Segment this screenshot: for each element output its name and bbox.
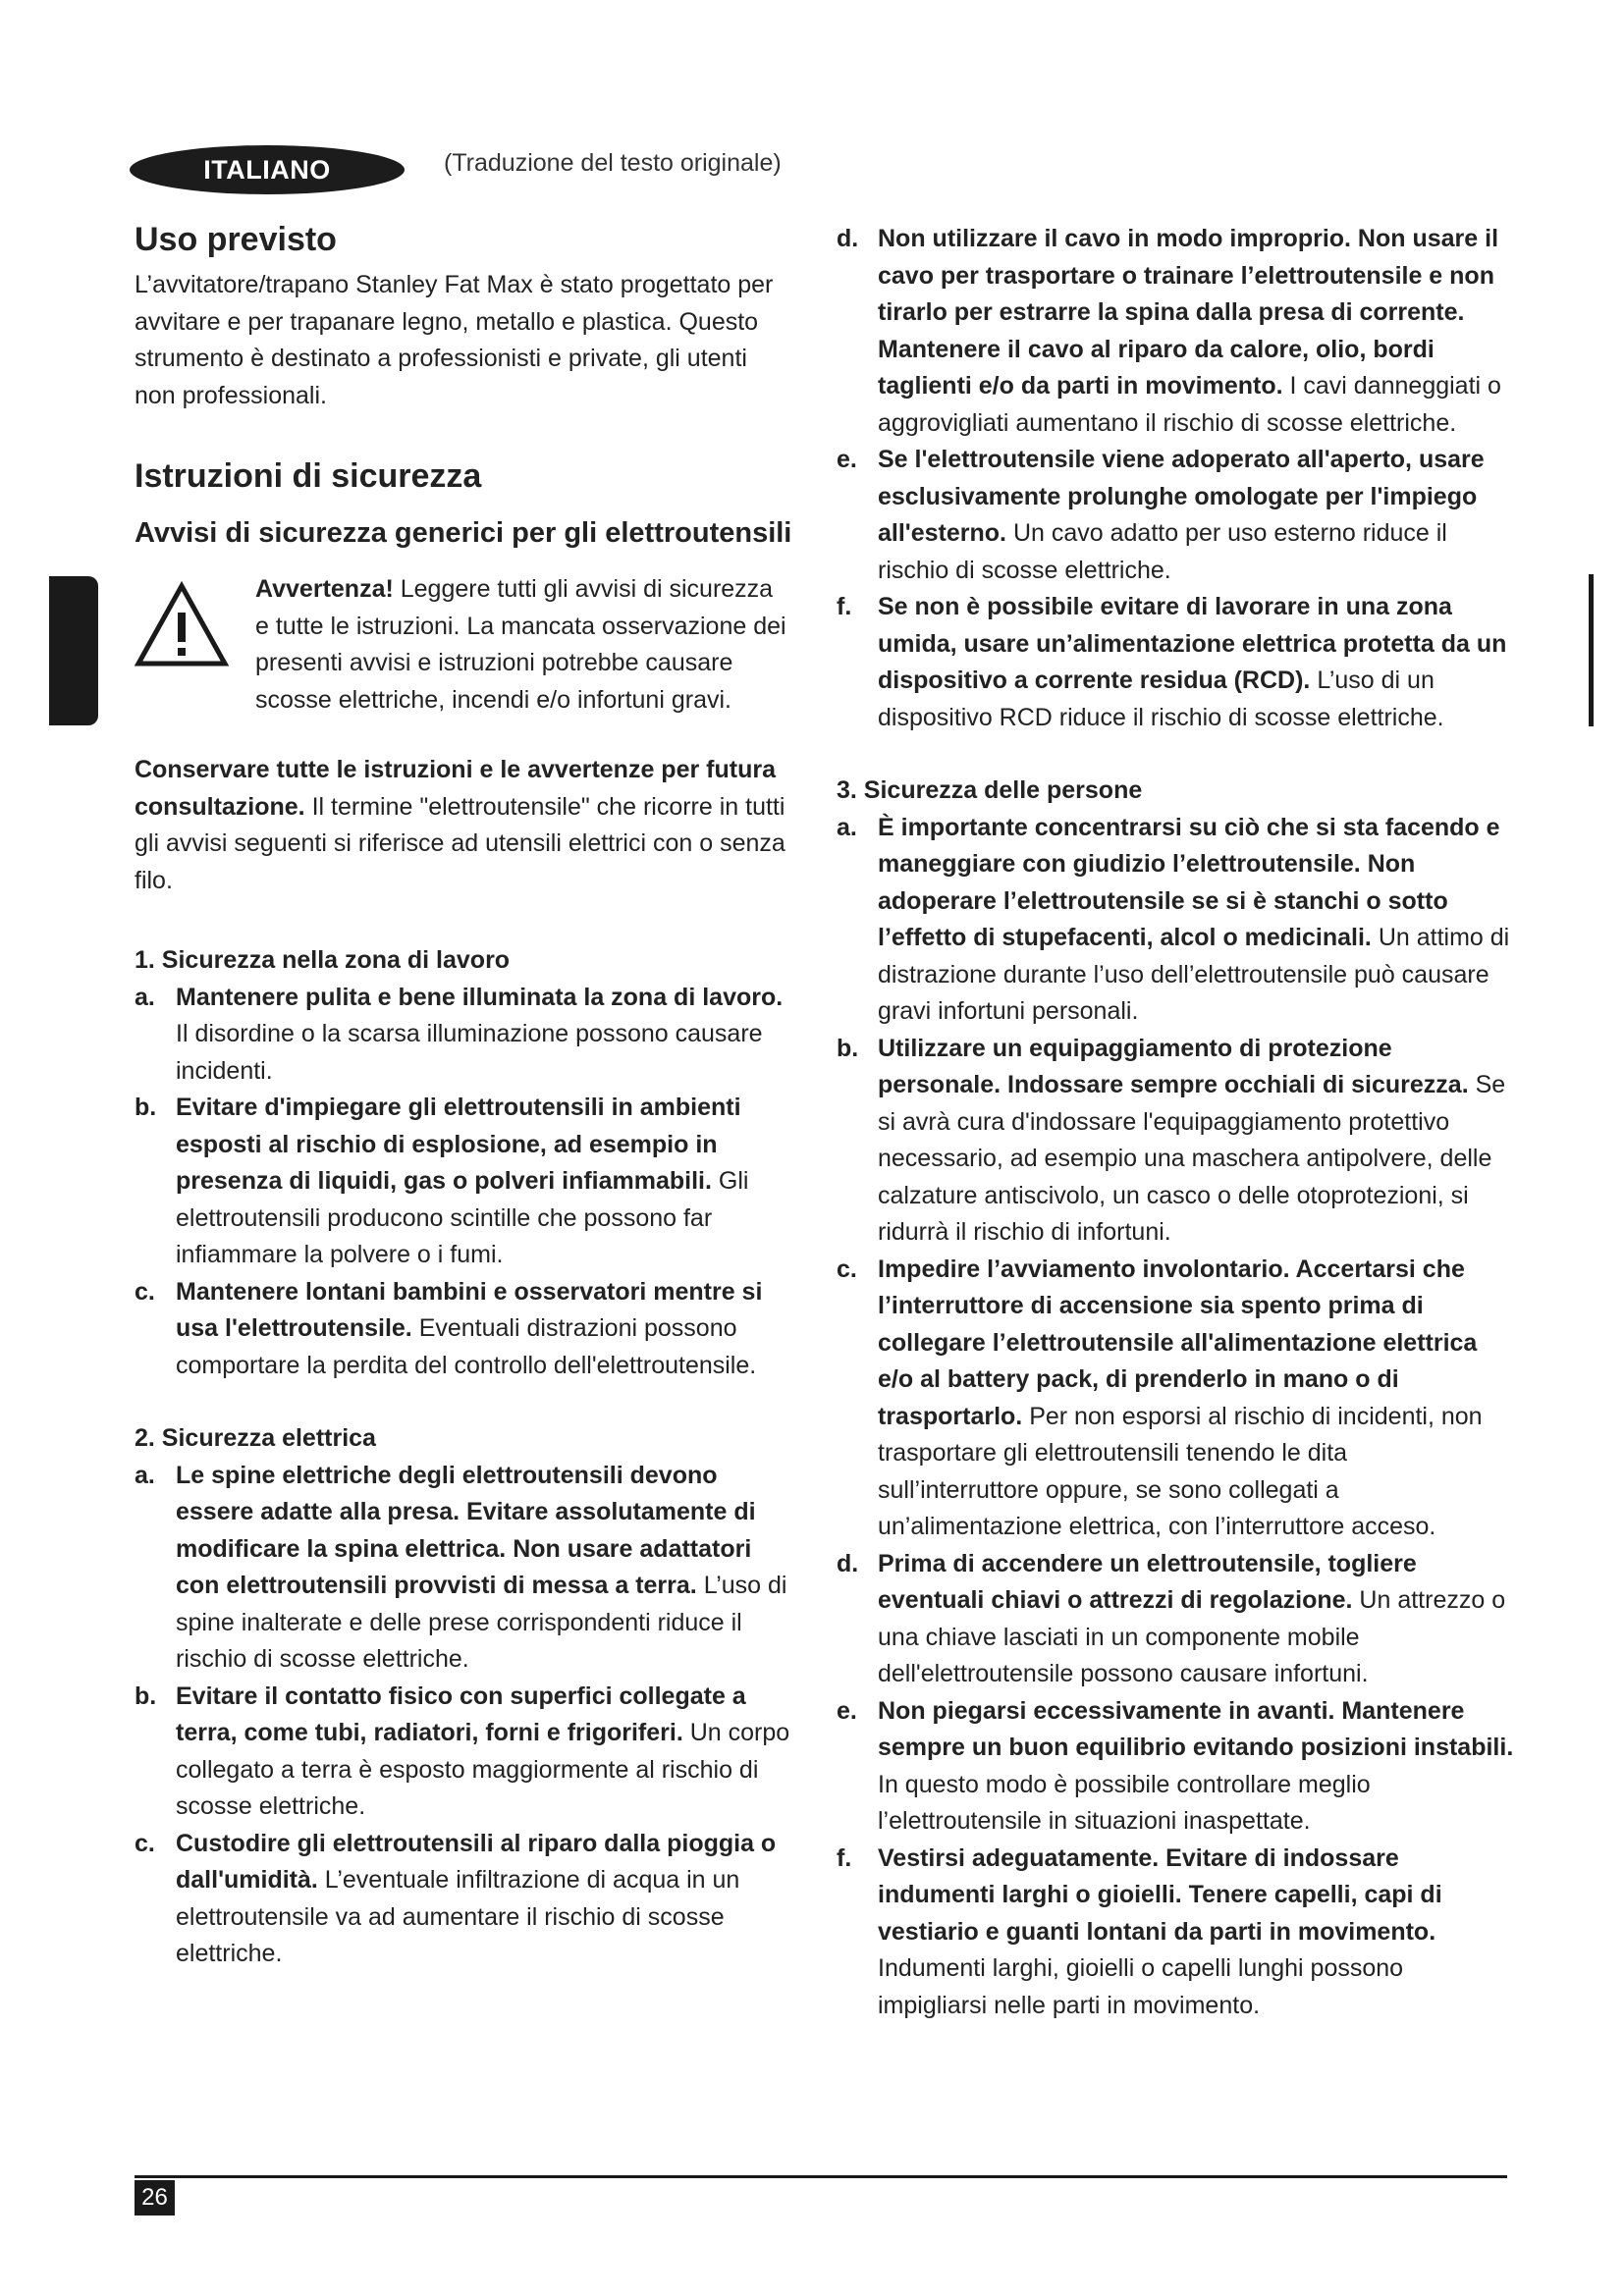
item-label: f. (837, 593, 852, 620)
safety-title: Istruzioni di sicurezza (135, 457, 482, 495)
item-text: Un corpo collegato a terra è esposto maggiormente al rischio di scosse elettriche. (176, 1719, 790, 1820)
item-bold: Evitare d'impiegare gli elettroutensili in ambienti esposti al rischio di esplosione, ad esempio in presenza di liquidi, gas o polveri infiammabili. (176, 1094, 741, 1195)
safety-subtitle: Avvisi di sicurezza generici per gli elettroutensili (135, 517, 792, 549)
list-item (135, 1274, 792, 1385)
item-label: a. (135, 983, 155, 1011)
item-bold: Evitare il contatto fisico con superfici collegate a terra, come tubi, radiatori, forni e frigoriferi. (176, 1682, 746, 1746)
footer-rule (135, 2175, 1507, 2178)
item-text: Se si avrà cura d'indossare l'equipaggiamento protettivo necessario, ad esempio una maschera antipolvere, delle calzature antiscivolo, un casco o delle otoprotezioni, si ridurrà il rischio di infortuni. (878, 1071, 1506, 1246)
warning-triangle-icon (135, 581, 229, 667)
item-text: Indumenti larghi, gioielli o capelli lunghi possono impigliarsi nelle parti in movimento. (878, 1954, 1404, 2019)
language-badge: ITALIANO (130, 145, 405, 194)
item-text: Eventuali distrazioni possono comportare la perdita del controllo dell'elettroutensile. (176, 1314, 757, 1379)
translation-note: (Traduzione del testo originale) (444, 149, 782, 177)
list-item (135, 1826, 792, 1973)
item-text: I cavi danneggiati o aggrovigliati aumentano il rischio di scosse elettriche. (878, 372, 1501, 437)
warning-block (135, 571, 792, 719)
list-item (837, 1693, 1514, 1841)
warning-label: Avvertenza! (255, 575, 394, 603)
item-text: L’eventuale infiltrazione di acqua in un elettroutensile va ad aumentare il rischio di scosse elettriche. (176, 1866, 740, 1967)
item-bold: Utilizzare un equipaggiamento di protezione personale. Indossare sempre occhiali di sicurezza. (878, 1034, 1469, 1098)
intended-use-title: Uso previsto (135, 221, 337, 258)
item-label: a. (135, 1461, 155, 1489)
item-bold: Le spine elettriche degli elettroutensili devono essere adatte alla presa. Evitare assolutamente di modificare la spina elettrica. Non usare adattatori con elettroutensili provvisti di messa a terra. (176, 1461, 756, 1599)
item-bold: Vestirsi adeguatamente. Evitare di indossare indumenti larghi o gioielli. Tenere capelli, capi di vestiario e guanti lontani da parti in movimento. (878, 1843, 1442, 1946)
item-label: e. (837, 1696, 857, 1725)
section-tab-marker (49, 576, 98, 725)
item-text: Il disordine o la scarsa illuminazione possono causare incidenti. (176, 1020, 763, 1085)
item-bold: Custodire gli elettroutensili al riparo dalla pioggia o dall'umidità. (176, 1829, 777, 1894)
item-label: b. (135, 1094, 157, 1121)
list-item (135, 980, 792, 1091)
left-column (135, 221, 792, 1973)
item-text: In questo modo è possibile controllare meglio l’elettroutensile in situazioni inaspettate. (878, 1770, 1371, 1835)
item-bold: Non utilizzare il cavo in modo improprio. Non usare il cavo per trasportare o trainare l’elettroutensile e non tirarlo per estrarre la spina dalla presa di corrente. Mantenere il cavo al riparo da calore, olio, bordi taglienti e/o da parti in movimento. (878, 225, 1499, 400)
warning-text (255, 571, 792, 719)
item-label: c. (837, 1255, 857, 1283)
list-item (837, 589, 1514, 736)
item-text: Gli elettroutensili producono scintille che possono far infiammare la polvere o i fumi. (176, 1167, 749, 1268)
conserve-bold: Conservare tutte le istruzioni e le avvertenze per futura consultazione. (135, 756, 776, 821)
item-text: Un cavo adatto per uso esterno riduce il rischio di scosse elettriche. (878, 519, 1447, 584)
item-bold: Se non è possibile evitare di lavorare in una zona umida, usare un’alimentazione elettrica protetta da un dispositivo a corrente residua (RCD). (878, 593, 1507, 694)
item-bold: Se l'elettroutensile viene adoperato all'aperto, usare esclusivamente prolunghe omologate per l'impiego all'esterno. (878, 446, 1485, 547)
item-label: a. (837, 813, 857, 841)
right-column (837, 221, 1514, 2024)
item-text: Per non esporsi al rischio di incidenti, non trasportare gli elettroutensili tenendo le dita sull’interruttore oppure, se sono collegati a un’alimentazione elettrica, con l’interruttore acceso. (878, 1402, 1483, 1540)
page-number: 26 (135, 2180, 175, 2216)
list-item (135, 1458, 792, 1679)
list-item (837, 1252, 1514, 1546)
right-margin-bar (1589, 574, 1594, 726)
item-label: d. (837, 225, 859, 252)
item-bold: Non piegarsi eccessivamente in avanti. Mantenere sempre un buon equilibrio evitando posizioni instabili. (878, 1696, 1514, 1761)
list-item (837, 1546, 1514, 1693)
item-bold: Prima di accendere un elettroutensile, togliere eventuali chiavi o attrezzi di regolazione. (878, 1549, 1417, 1614)
item-label: d. (837, 1549, 859, 1577)
item-label: c. (135, 1829, 155, 1857)
conserve-text: Il termine "elettroutensile" che ricorre in tutti gli avvisi seguenti si riferisce ad utensili elettrici con o senza filo. (135, 792, 785, 894)
list-item (837, 1841, 1514, 2025)
list-item (135, 1679, 792, 1826)
warning-body: Leggere tutti gli avvisi di sicurezza e tutte le istruzioni. La mancata osservazione dei presenti avvisi e istruzioni potrebbe causare scosse elettriche, incendi e/o infortuni gravi. (255, 575, 786, 714)
list-item (837, 442, 1514, 589)
item-text: Un attimo di distrazione durante l’uso dell’elettroutensile può causare gravi infortuni personali. (878, 924, 1510, 1025)
electrical-title: 2. Sicurezza elettrica (135, 1424, 376, 1452)
list-item (837, 221, 1514, 442)
item-label: e. (837, 446, 857, 473)
list-item (837, 810, 1514, 1031)
conserve-paragraph (135, 752, 792, 899)
item-bold: È importante concentrarsi su ciò che si sta facendo e maneggiare con giudizio l’elettroutensile. Non adoperare l’elettroutensile se si è stanchi o sotto l’effetto di stupefacenti, alcol o medicinali. (878, 813, 1500, 951)
item-bold: Mantenere pulita e bene illuminata la zona di lavoro. (176, 983, 784, 1011)
item-label: b. (135, 1682, 157, 1710)
item-label: c. (135, 1277, 155, 1306)
intended-use-text: L’avvitatore/trapano Stanley Fat Max è stato progettato per avvitare e per trapanare legno, metallo e plastica. Questo strumento è destinato a professionisti e private, gli utenti non professionali. (135, 271, 774, 409)
item-bold: Mantenere lontani bambini e osservatori mentre si usa l'elettroutensile. (176, 1277, 763, 1342)
work-area-title: 1. Sicurezza nella zona di lavoro (135, 946, 511, 974)
item-text: L’uso di spine inalterate e delle prese corrispondenti riduce il rischio di scosse elettriche. (176, 1572, 787, 1673)
item-text: Un attrezzo o una chiave lasciati in un componente mobile dell'elettroutensile possono causare infortuni. (878, 1586, 1506, 1687)
list-item (135, 1090, 792, 1274)
personal-safety-title: 3. Sicurezza delle persone (837, 776, 1143, 804)
item-bold: Impedire l’avviamento involontario. Accertarsi che l’interruttore di accensione sia spento prima di collegare l’elettroutensile all'alimentazione elettrica e/o al battery pack, di prenderlo in mano o di trasportarlo. (878, 1255, 1478, 1430)
item-text: L’uso di un dispositivo RCD riduce il rischio di scosse elettriche. (878, 667, 1444, 731)
item-label: b. (837, 1034, 859, 1062)
list-item (837, 1031, 1514, 1252)
item-label: f. (837, 1843, 852, 1872)
